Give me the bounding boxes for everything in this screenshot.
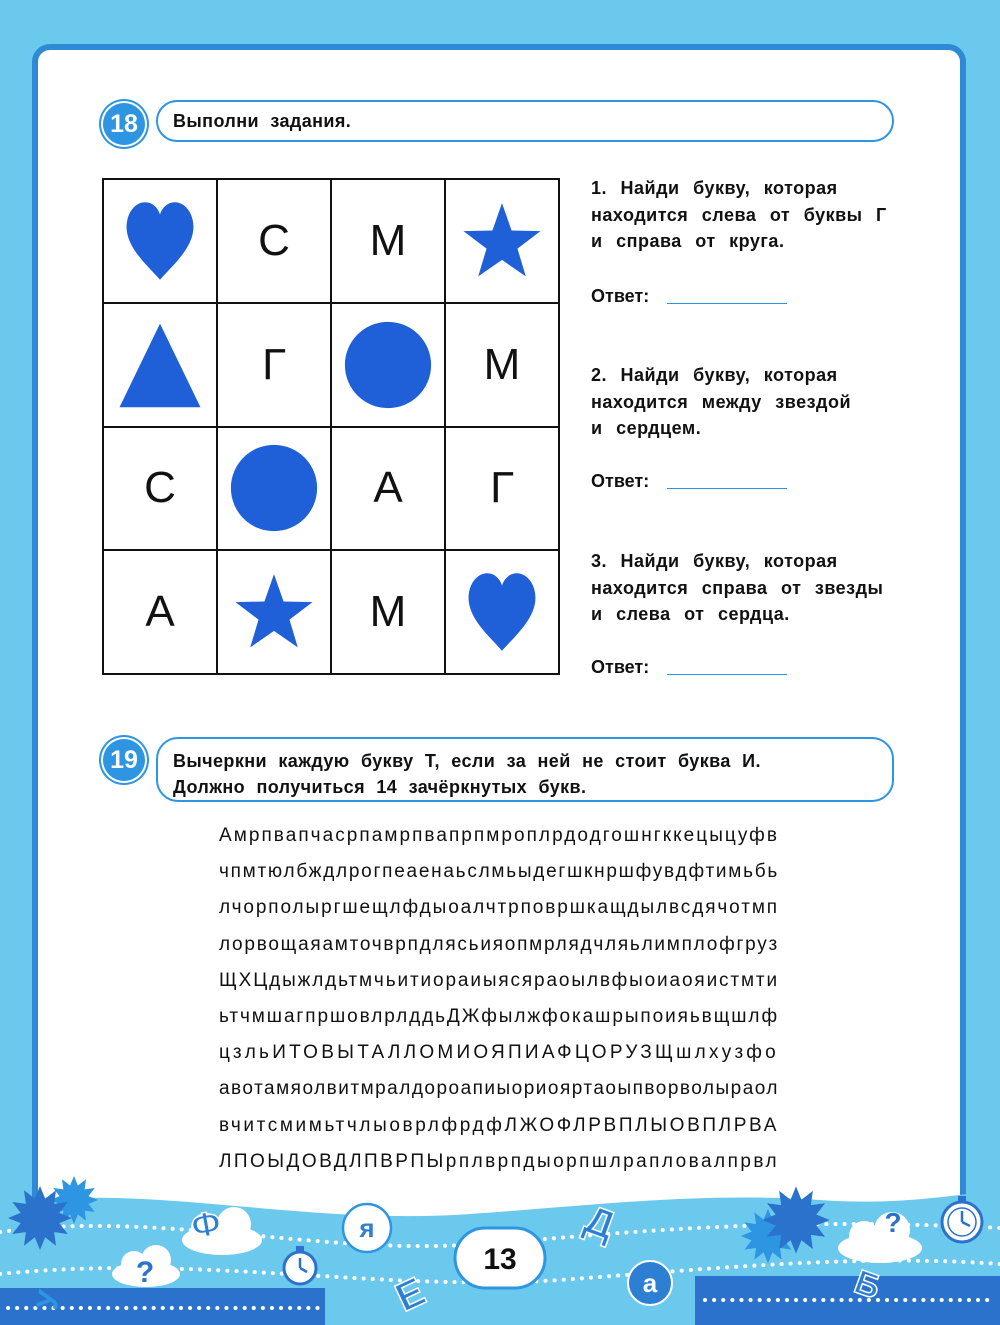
grid-letter: М <box>369 215 407 265</box>
decor-letter-u: У <box>30 1288 67 1313</box>
decor-letter-ya: я <box>359 1213 375 1243</box>
letter-badge-ya <box>343 1204 391 1252</box>
letter-row <box>219 963 779 999</box>
grid-letter: Г <box>262 339 286 389</box>
question-text-line: находится слева от буквы Г <box>591 204 887 225</box>
grid-cell-r2-c1 <box>104 304 216 426</box>
answer-row-2 <box>591 468 801 494</box>
task-instruction-box <box>156 737 894 802</box>
answer-label: Ответ: <box>591 286 650 306</box>
question-1 <box>591 175 921 255</box>
answer-label: Ответ: <box>591 471 650 491</box>
circle-icon <box>230 444 318 532</box>
decor-letter-be: Б <box>849 1262 886 1307</box>
grid-cell-r1-c3 <box>332 180 444 302</box>
grid-cell-r3-c2 <box>218 428 330 550</box>
task-instruction: Выполни задания. <box>173 111 352 131</box>
star-icon <box>458 197 546 285</box>
decor-letter-ef: Ф <box>188 1203 224 1247</box>
letter-rows <box>219 818 779 1180</box>
letter-row <box>219 890 779 926</box>
grid-cell-r2-c3 <box>332 304 444 426</box>
grid-letter: А <box>373 463 403 513</box>
letter-badge-a <box>628 1261 672 1305</box>
letter-row-text: Амрпвапчасрпамрпвапрпмроплрдодгошнгккецыцуфв <box>219 825 779 846</box>
shape-letter-grid <box>102 178 560 675</box>
grid-cell-r3-c4 <box>446 428 558 550</box>
letter-row <box>219 1108 779 1144</box>
task-instruction-line: Вычеркни каждую букву Т, если за ней не стоит буква И. <box>173 751 761 771</box>
footer-decoration <box>0 1170 1000 1325</box>
letter-row-text: ЛПОЫДОВДЛПВРПЫрплврпдыорпшлрапловалпрвл <box>219 1150 779 1172</box>
answer-label: Ответ: <box>591 657 650 677</box>
grid-letter: М <box>369 587 407 637</box>
decor-letter-ie: Е <box>389 1269 432 1321</box>
grid-cell-r4-c4 <box>446 551 558 673</box>
task-instruction-line: Должно получиться 14 зачёркнутых букв. <box>173 777 587 797</box>
letter-row-text: ьтчмшагпршовлрлддьДЖфылжфокашрыпоияьвщшлф <box>219 1005 779 1027</box>
question-2 <box>591 362 921 442</box>
letter-row-text: ЩХЦдыжлдьтмчьитиораиыясяраоылвфыоиаояистмти <box>219 969 779 991</box>
grid-letter: М <box>483 339 521 389</box>
grid-cell-r1-c2 <box>218 180 330 302</box>
decor-letter-de: Д <box>578 1197 621 1249</box>
grid-cell-r1-c1 <box>104 180 216 302</box>
letter-row <box>219 1071 779 1107</box>
heart-icon <box>458 568 546 656</box>
grid-cell-r2-c4 <box>446 304 558 426</box>
question-3 <box>591 548 921 628</box>
grid-cell-r1-c4 <box>446 180 558 302</box>
letter-row-text: чпмтюлбждлрогпеаенаьслмьыдегшкнршфувдфтимьбь <box>219 861 779 883</box>
question-mark-icon: ? <box>884 1207 902 1238</box>
question-mark-icon: ? <box>135 1256 155 1289</box>
question-text-line: 2. Найди букву, которая <box>591 365 838 385</box>
question-text-line: и слева от сердца. <box>591 604 790 624</box>
task-instruction-box <box>156 100 894 142</box>
triangle-icon <box>116 321 204 409</box>
letter-row-text: лорвощаяамточврпдлясьияопмрлядчляьлимплофгруз <box>219 933 779 955</box>
question-text-line: 1. Найди букву, которая <box>591 178 838 198</box>
page-number-oval <box>455 1228 545 1288</box>
circle-icon <box>344 321 432 409</box>
grid-cell-r2-c2 <box>218 304 330 426</box>
question-text-line: находится между звездой <box>591 391 852 412</box>
task-number-badge: 18 <box>103 103 145 145</box>
grid-letter: С <box>144 463 176 513</box>
answer-field-3[interactable] <box>667 658 787 675</box>
letter-row-text: лчорполыргшещлфдыоалчтрповршкащдылвсдячотмп <box>219 897 779 919</box>
letter-row <box>219 927 779 963</box>
grid-cell-r4-c2 <box>218 551 330 673</box>
page-number: 13 <box>483 1243 517 1276</box>
grid-letter: Г <box>490 463 514 513</box>
grid-letter: А <box>145 587 175 637</box>
letter-row <box>219 999 779 1035</box>
grid-cell-r3-c3 <box>332 428 444 550</box>
letter-row-text: вчитсмимьтчлыоврлфрдфЛЖОФЛРВПЛЫОВПЛРВА <box>219 1114 779 1136</box>
letter-row <box>219 818 779 854</box>
letter-row-text: цзльИТОВЫТАЛЛОМИОЯПИАФЦОРУЗЩшлхузфо <box>219 1042 779 1064</box>
decor-letter-a: а <box>642 1268 658 1298</box>
star-icon <box>230 568 318 656</box>
grid-cell-r3-c1 <box>104 428 216 550</box>
letter-row-text: авотамяолвитмралдороапиыориояртаоыпворволыраол <box>219 1078 779 1100</box>
grid-cell-r4-c1 <box>104 551 216 673</box>
task-number-badge: 19 <box>103 739 145 781</box>
question-text-line: 3. Найди букву, которая <box>591 551 838 571</box>
answer-field-2[interactable] <box>667 472 787 489</box>
answer-row-3 <box>591 654 801 680</box>
letter-row <box>219 854 779 890</box>
question-text-line: и сердцем. <box>591 418 702 438</box>
answer-field-1[interactable] <box>667 287 787 304</box>
heart-icon <box>116 197 204 285</box>
grid-cell-r4-c3 <box>332 551 444 673</box>
question-text-line: и справа от круга. <box>591 231 785 251</box>
letter-row <box>219 1035 779 1071</box>
question-text-line: находится справа от звезды <box>591 577 884 598</box>
answer-row-1 <box>591 283 801 309</box>
grid-letter: С <box>258 215 290 265</box>
